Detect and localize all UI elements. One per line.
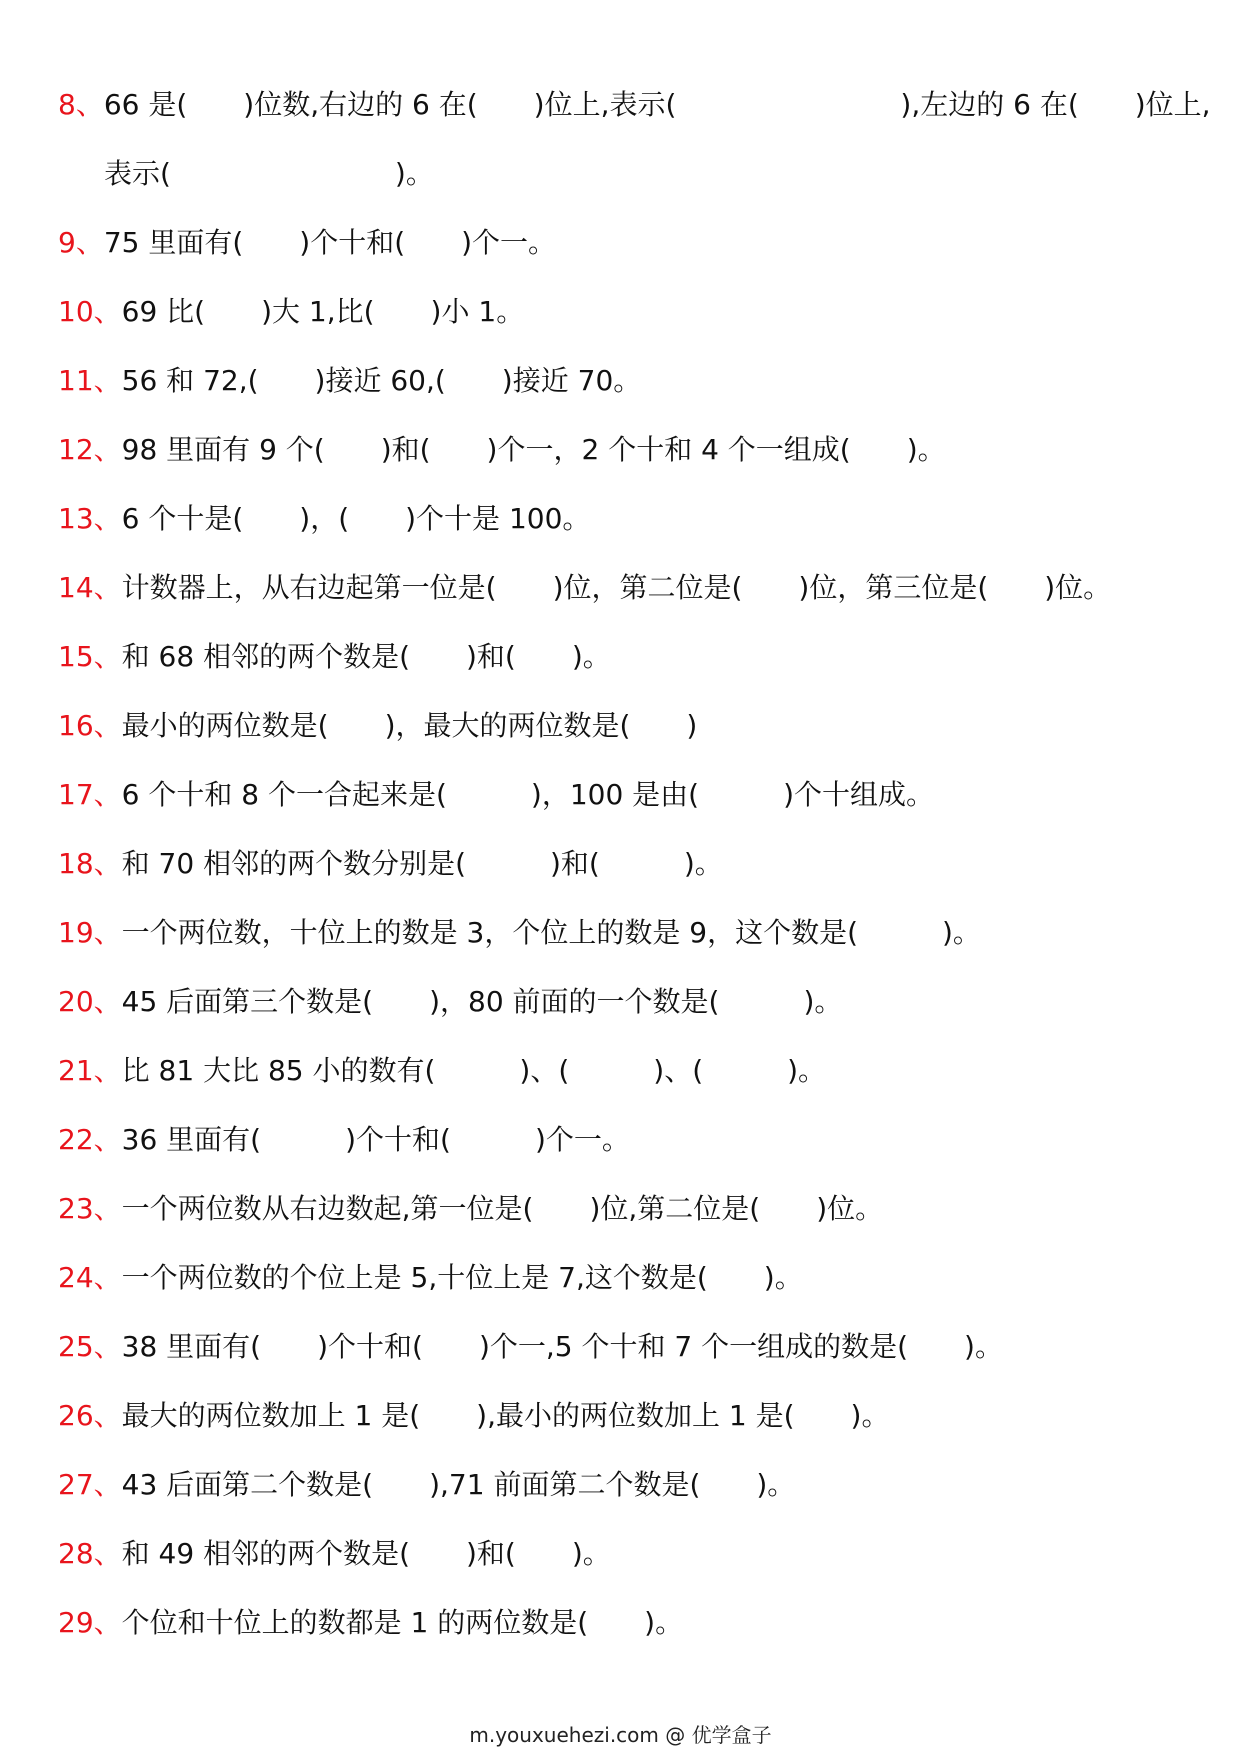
question-number: 22、 [58,1123,122,1156]
question-8 [58,86,1211,124]
question-number: 17、 [58,778,122,811]
question-25 [58,1328,1188,1366]
question-text: 6 个十是( )，( )个十是 100。 [121,502,591,535]
question-number: 23、 [58,1192,122,1225]
question-number: 13、 [58,502,122,535]
question-text: 66 是( )位数,右边的 6 在( )位上,表示( ),左边的 6 在( )位上, [103,88,1211,121]
question-21 [58,1052,1188,1090]
question-13 [58,500,1188,538]
question-8-continuation [58,155,1234,193]
question-27 [58,1466,1188,1504]
question-text: 43 后面第二个数是( ),71 前面第二个数是( )。 [121,1468,796,1501]
question-28 [58,1535,1188,1573]
question-text: 98 里面有 9 个( )和( )个一，2 个十和 4 个一组成( )。 [121,433,946,466]
question-text: 一个两位数从右边数起,第一位是( )位,第二位是( )位。 [121,1192,884,1225]
question-number: 12、 [58,433,122,466]
question-text: 36 里面有( )个十和( )个一。 [121,1123,630,1156]
question-text: 个位和十位上的数都是 1 的两位数是( )。 [121,1606,684,1639]
question-text-continuation: 表示( )。 [104,157,434,190]
question-22 [58,1121,1188,1159]
question-number: 10、 [58,295,122,328]
question-text: 38 里面有( )个十和( )个一,5 个十和 7 个一组成的数是( )。 [121,1330,1003,1363]
question-text: 计数器上，从右边起第一位是( )位，第二位是( )位，第三位是( )位。 [121,571,1112,604]
question-text: 一个两位数，十位上的数是 3，个位上的数是 9，这个数是( )。 [121,916,981,949]
question-29 [58,1604,1188,1642]
question-number: 15、 [58,640,122,673]
question-24 [58,1259,1188,1297]
question-text: 最小的两位数是( )，最大的两位数是( ) [121,709,698,742]
question-number: 8、 [58,88,104,121]
question-19 [58,914,1188,952]
question-number: 24、 [58,1261,122,1294]
question-number: 27、 [58,1468,122,1501]
question-number: 16、 [58,709,122,742]
question-text: 69 比( )大 1,比( )小 1。 [121,295,525,328]
question-text: 一个两位数的个位上是 5,十位上是 7,这个数是( )。 [121,1261,803,1294]
question-number: 11、 [58,364,122,397]
question-14 [58,569,1188,607]
question-text: 56 和 72,( )接近 60,( )接近 70。 [121,364,642,397]
question-16 [58,707,1188,745]
question-11 [58,362,1188,400]
question-20 [58,983,1188,1021]
question-number: 21、 [58,1054,122,1087]
question-text: 最大的两位数加上 1 是( ),最小的两位数加上 1 是( )。 [121,1399,890,1432]
question-15 [58,638,1188,676]
question-number: 28、 [58,1537,122,1570]
question-number: 14、 [58,571,122,604]
question-text: 和 49 相邻的两个数是( )和( )。 [121,1537,611,1570]
question-text: 6 个十和 8 个一合起来是( )，100 是由( )个十组成。 [121,778,935,811]
question-number: 20、 [58,985,122,1018]
question-text: 75 里面有( )个十和( )个一。 [103,226,557,259]
question-23 [58,1190,1188,1228]
question-number: 26、 [58,1399,122,1432]
question-9 [58,224,1188,262]
question-18 [58,845,1188,883]
question-26 [58,1397,1188,1435]
question-text: 和 68 相邻的两个数是( )和( )。 [121,640,611,673]
question-text: 45 后面第三个数是( )，80 前面的一个数是( )。 [121,985,843,1018]
question-text: 比 81 大比 85 小的数有( )、( )、( )。 [121,1054,827,1087]
question-17 [58,776,1188,814]
question-12 [58,431,1188,469]
question-number: 29、 [58,1606,122,1639]
footer-watermark: m.youxuehezi.com @ 优学盒子 [469,1723,772,1747]
question-text: 和 70 相邻的两个数分别是( )和( )。 [121,847,723,880]
question-number: 18、 [58,847,122,880]
question-number: 19、 [58,916,122,949]
question-number: 9、 [58,226,104,259]
question-number: 25、 [58,1330,122,1363]
question-10 [58,293,1188,331]
